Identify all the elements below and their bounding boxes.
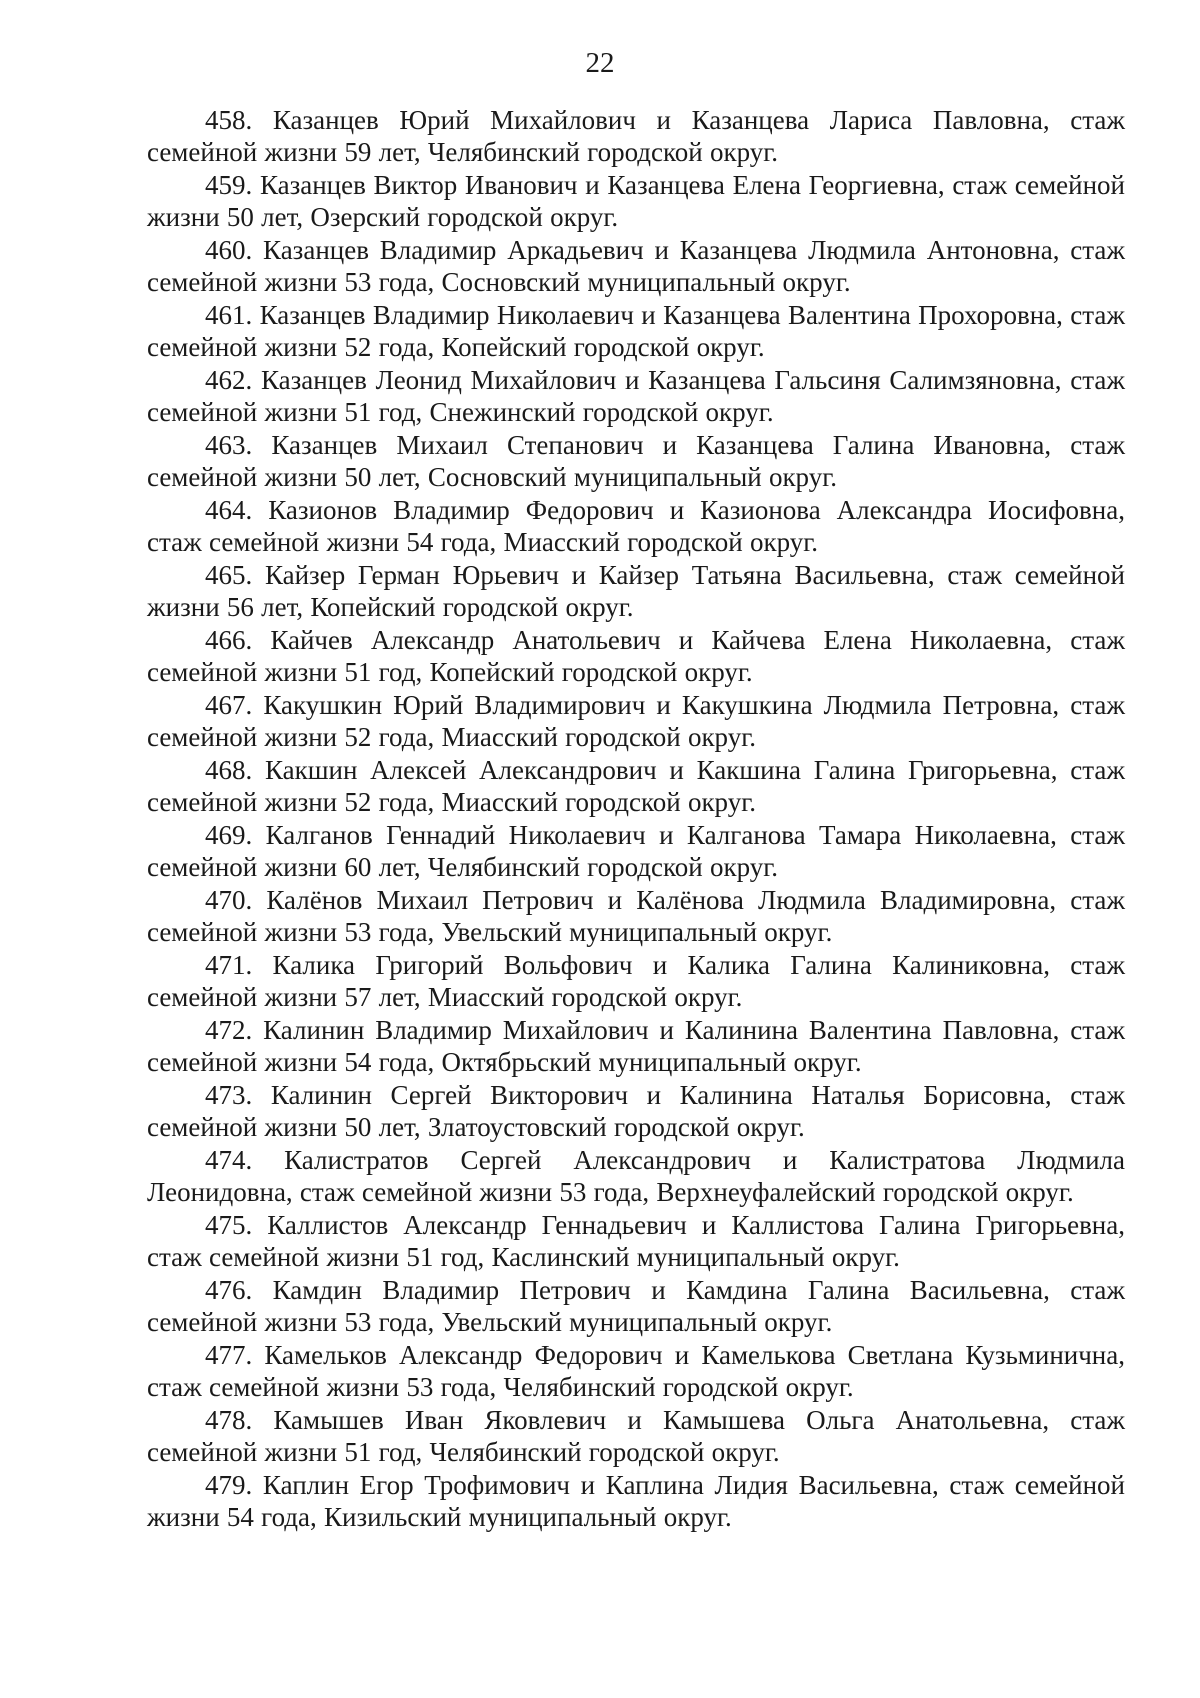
list-item: 473. Калинин Сергей Викторович и Калинина Наталья Борисовна, стаж семейной жизни 50 лет, Златоустовский городской округ.	[147, 1080, 1125, 1142]
list-item: 479. Каплин Егор Трофимович и Каплина Лидия Васильевна, стаж семейной жизни 54 года, Кизильский муниципальный округ.	[147, 1470, 1125, 1532]
list-item: 468. Какшин Алексей Александрович и Какшина Галина Григорьевна, стаж семейной жизни 52 года, Миасский городской округ.	[147, 755, 1125, 817]
list-item: 472. Калинин Владимир Михайлович и Калинина Валентина Павловна, стаж семейной жизни 54 года, Октябрьский муниципальный округ.	[147, 1015, 1125, 1077]
list-item: 477. Камельков Александр Федорович и Камелькова Светлана Кузьминична, стаж семейной жизни 53 года, Челябинский городской округ.	[147, 1340, 1125, 1402]
list-item: 471. Калика Григорий Вольфович и Калика Галина Калиниковна, стаж семейной жизни 57 лет, Миасский городской округ.	[147, 950, 1125, 1012]
list-item: 459. Казанцев Виктор Иванович и Казанцева Елена Георгиевна, стаж семейной жизни 50 лет, Озерский городской округ.	[147, 170, 1125, 232]
list-item: 478. Камышев Иван Яковлевич и Камышева Ольга Анатольевна, стаж семейной жизни 51 год, Челябинский городской округ.	[147, 1405, 1125, 1467]
list-item: 466. Кайчев Александр Анатольевич и Кайчева Елена Николаевна, стаж семейной жизни 51 год, Копейский городской округ.	[147, 625, 1125, 687]
list-item: 476. Камдин Владимир Петрович и Камдина Галина Васильевна, стаж семейной жизни 53 года, Увельский муниципальный округ.	[147, 1275, 1125, 1337]
list-item: 469. Калганов Геннадий Николаевич и Калганова Тамара Николаевна, стаж семейной жизни 60 лет, Челябинский городской округ.	[147, 820, 1125, 882]
entry-list	[147, 104, 1125, 1534]
list-item: 470. Калёнов Михаил Петрович и Калёнова Людмила Владимировна, стаж семейной жизни 53 года, Увельский муниципальный округ.	[147, 885, 1125, 947]
list-item: 461. Казанцев Владимир Николаевич и Казанцева Валентина Прохоровна, стаж семейной жизни 52 года, Копейский городской округ.	[147, 300, 1125, 362]
list-item: 465. Кайзер Герман Юрьевич и Кайзер Татьяна Васильевна, стаж семейной жизни 56 лет, Копейский городской округ.	[147, 560, 1125, 622]
list-item: 458. Казанцев Юрий Михайлович и Казанцева Лариса Павловна, стаж семейной жизни 59 лет, Челябинский городской округ.	[147, 105, 1125, 167]
list-item: 467. Какушкин Юрий Владимирович и Какушкина Людмила Петровна, стаж семейной жизни 52 года, Миасский городской округ.	[147, 690, 1125, 752]
list-item: 460. Казанцев Владимир Аркадьевич и Казанцева Людмила Антоновна, стаж семейной жизни 53 года, Сосновский муниципальный округ.	[147, 235, 1125, 297]
list-item: 463. Казанцев Михаил Степанович и Казанцева Галина Ивановна, стаж семейной жизни 50 лет, Сосновский муниципальный округ.	[147, 430, 1125, 492]
page-number: 22	[585, 47, 615, 79]
list-item: 462. Казанцев Леонид Михайлович и Казанцева Гальсиня Салимзяновна, стаж семейной жизни 51 год, Снежинский городской округ.	[147, 365, 1125, 427]
list-item: 474. Калистратов Сергей Александрович и Калистратова Людмила Леонидовна, стаж семейной жизни 53 года, Верхнеуфалейский городской округ.	[147, 1145, 1125, 1207]
list-item: 464. Казионов Владимир Федорович и Казионова Александра Иосифовна, стаж семейной жизни 54 года, Миасский городской округ.	[147, 495, 1125, 557]
list-item: 475. Каллистов Александр Геннадьевич и Каллистова Галина Григорьевна, стаж семейной жизни 51 год, Каслинский муниципальный округ.	[147, 1210, 1125, 1272]
